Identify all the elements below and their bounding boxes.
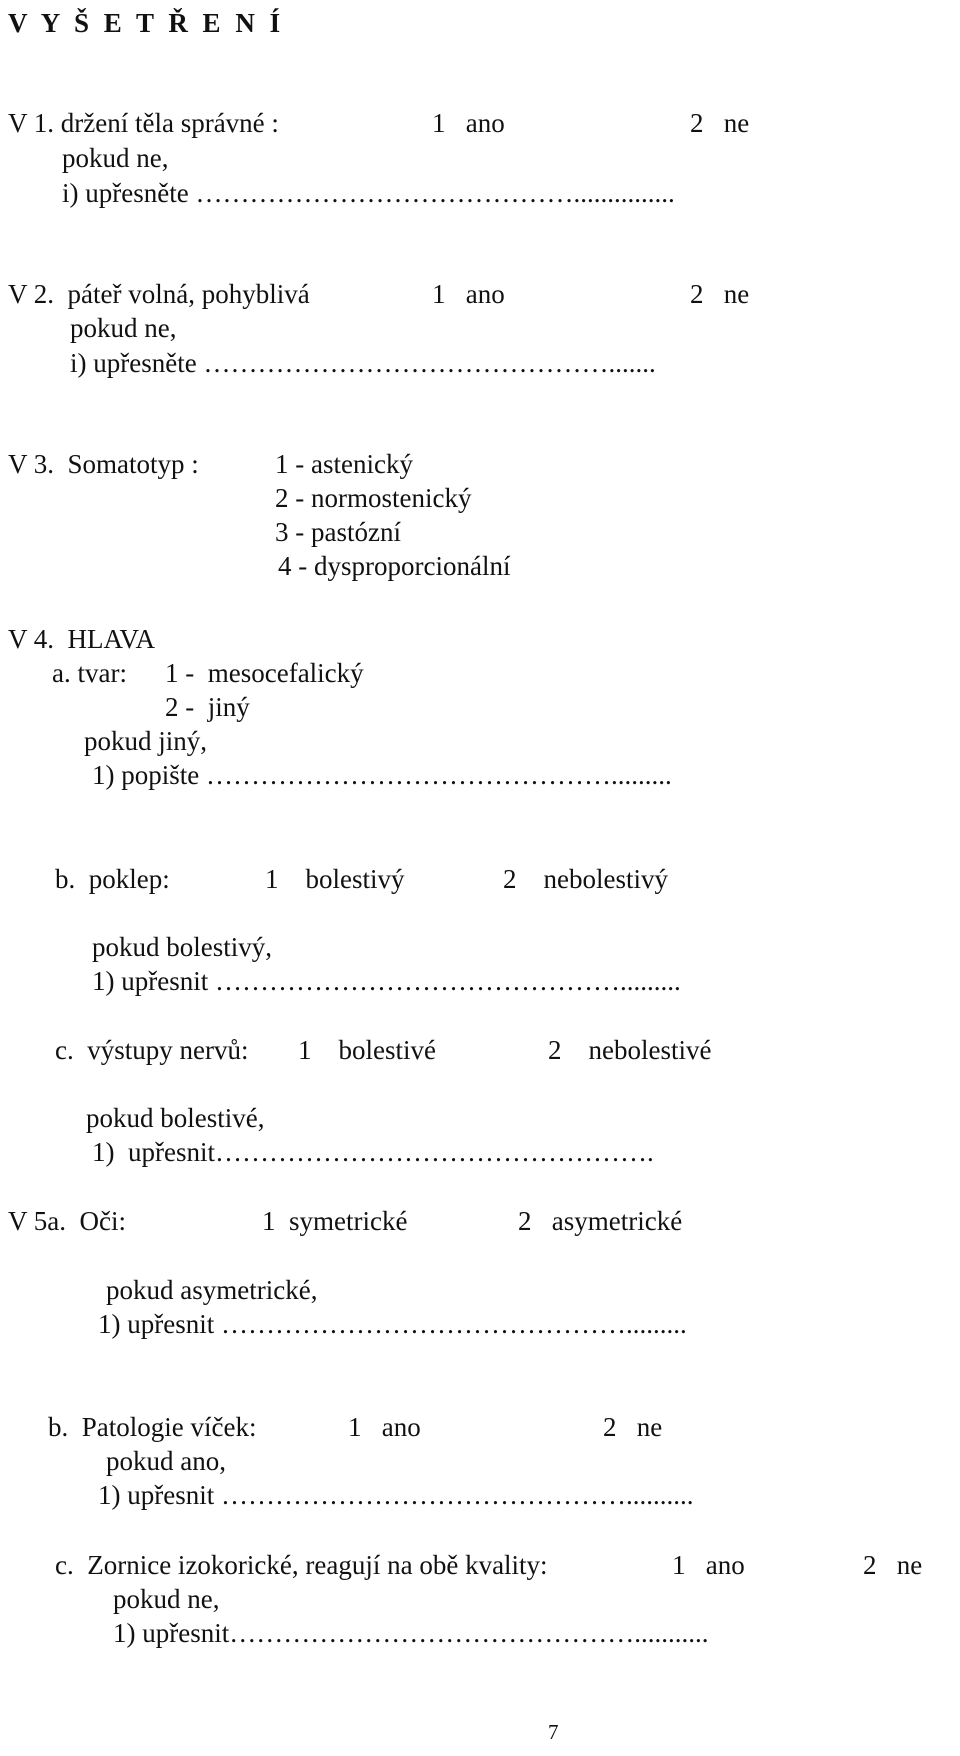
v4-label: V 4. HLAVA	[8, 624, 156, 654]
v4c-detail-line: 1) upřesnit………………………………………….	[92, 1137, 654, 1167]
v4a-label: a. tvar:	[52, 658, 127, 688]
v2-condition: pokud ne,	[70, 313, 177, 343]
v4b-option-1: 1 bolestivý	[265, 864, 405, 894]
v2-detail-line: i) upřesněte ……………………………………….......	[70, 348, 656, 378]
v4a-condition: pokud jiný,	[84, 726, 208, 756]
v5a-option-1: 1 symetrické	[262, 1206, 408, 1236]
v4b-condition: pokud bolestivý,	[92, 932, 272, 962]
v4b-label: b. poklep:	[55, 864, 170, 894]
v2-option-no: 2 ne	[690, 279, 750, 309]
v5a-option-2: 2 asymetrické	[518, 1206, 683, 1236]
v1-option-yes: 1 ano	[432, 108, 505, 138]
v3-option-4: 4 - dysproporcionální	[278, 551, 511, 581]
v4c-option-2: 2 nebolestivé	[548, 1035, 712, 1065]
v4a-detail-line: 1) popište ……………………………………….........	[92, 760, 672, 790]
v4a-option-2: 2 - jiný	[165, 692, 250, 722]
v3-option-2: 2 - normostenický	[275, 483, 472, 513]
v3-option-3: 3 - pastózní	[275, 517, 401, 547]
v5c-option-yes: 1 ano	[672, 1550, 745, 1580]
v3-option-1: 1 - astenický	[275, 449, 413, 479]
v4b-option-2: 2 nebolestivý	[503, 864, 668, 894]
v1-condition: pokud ne,	[62, 143, 169, 173]
v5c-label: c. Zornice izokorické, reagují na obě kvality:	[55, 1550, 548, 1580]
v5c-option-no: 2 ne	[863, 1550, 923, 1580]
v3-label: V 3. Somatotyp :	[8, 449, 199, 479]
v4a-option-1: 1 - mesocefalický	[165, 658, 364, 688]
v4b-detail-line: 1) upřesnit ……………………………………….........	[92, 966, 681, 996]
v5b-option-no: 2 ne	[603, 1412, 663, 1442]
v5c-condition: pokud ne,	[113, 1584, 220, 1614]
v4c-label: c. výstupy nervů:	[55, 1035, 249, 1065]
v5a-label: V 5a. Oči:	[8, 1206, 126, 1236]
v1-detail-line: i) upřesněte ……………………………………...............	[62, 178, 675, 208]
v2-option-yes: 1 ano	[432, 279, 505, 309]
v2-label: V 2. páteř volná, pohyblivá	[8, 279, 310, 309]
page-number: 7	[548, 1720, 559, 1744]
v5a-condition: pokud asymetrické,	[106, 1275, 318, 1305]
v1-label: V 1. držení těla správné :	[8, 108, 279, 138]
v4c-option-1: 1 bolestivé	[298, 1035, 436, 1065]
v5b-label: b. Patologie víček:	[48, 1412, 257, 1442]
v5b-condition: pokud ano,	[106, 1446, 226, 1476]
v5c-detail-line: 1) upřesnit………………………………………...........	[113, 1618, 709, 1648]
v1-option-no: 2 ne	[690, 108, 750, 138]
v5b-option-yes: 1 ano	[348, 1412, 421, 1442]
v5a-detail-line: 1) upřesnit ……………………………………….........	[98, 1309, 687, 1339]
page-heading: V Y Š E T Ř E N Í	[8, 8, 285, 38]
v5b-detail-line: 1) upřesnit ………………………………………..........	[98, 1480, 694, 1510]
v4c-condition: pokud bolestivé,	[86, 1103, 265, 1133]
